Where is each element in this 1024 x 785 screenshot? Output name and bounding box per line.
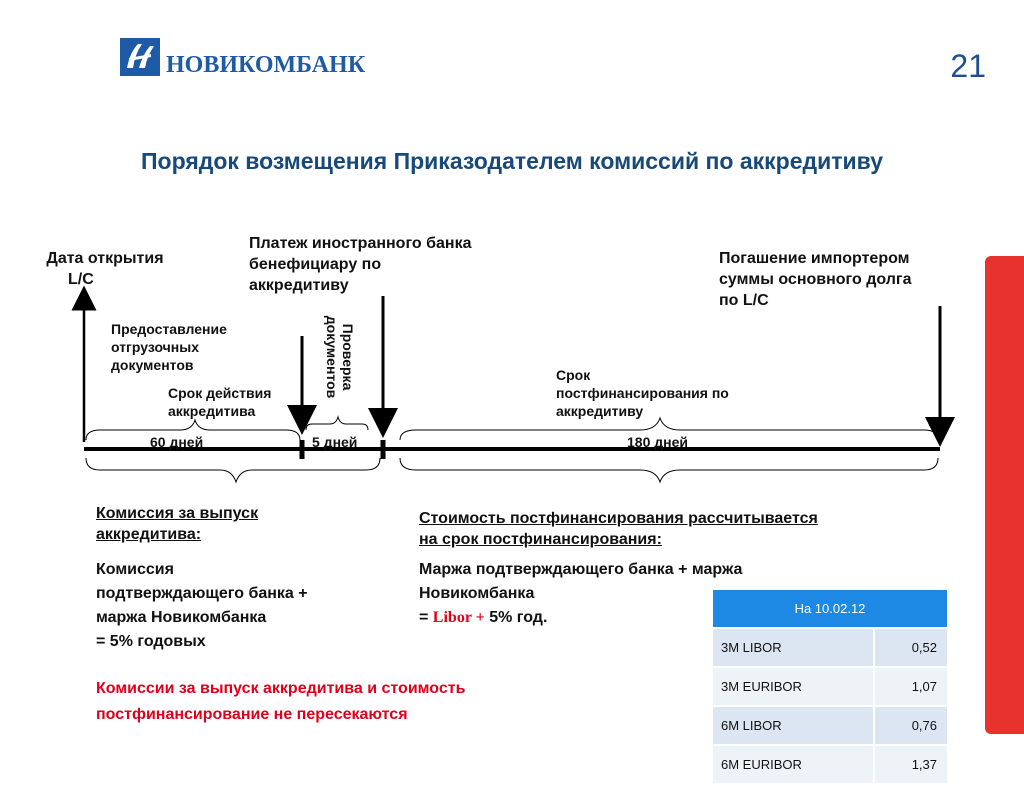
label-open-date: Дата открытия L/C bbox=[46, 250, 164, 288]
label-180-days: 180 дней bbox=[627, 434, 688, 450]
label-doc-check: Проверка документов bbox=[324, 315, 356, 399]
label-60-days: 60 дней bbox=[150, 434, 204, 450]
label-foreign-bank-payment: Платеж иностранного банка бенефициару по аккредитиву bbox=[249, 235, 472, 294]
rate-name: 3M EURIBOR bbox=[713, 668, 875, 707]
postfinancing-text: Маржа подтверждающего банка + маржа Новикомбанка = Libor + 5% год. bbox=[419, 561, 743, 626]
rate-value: 0,52 bbox=[875, 629, 949, 668]
rate-name: 6M LIBOR bbox=[713, 707, 875, 746]
slide-title: Порядок возмещения Приказодателем комиссий по аккредитиву bbox=[141, 148, 883, 174]
rates-table-header: На 10.02.12 bbox=[713, 590, 949, 629]
note-text: Комиссии за выпуск аккредитива и стоимость постфинансирование не пересекаются bbox=[96, 680, 466, 723]
rate-value: 1,07 bbox=[875, 668, 949, 707]
brace-commission bbox=[86, 458, 380, 482]
table-row bbox=[713, 746, 949, 785]
label-validity: Срок действия аккредитива bbox=[168, 385, 272, 419]
rate-name: 6M EURIBOR bbox=[713, 746, 875, 785]
postfinancing-heading: Стоимость постфинансирования рассчитывается на срок постфинансирования: bbox=[419, 510, 818, 548]
label-repayment: Погашение импортером суммы основного долга по L/C bbox=[719, 250, 912, 309]
label-5-days: 5 дней bbox=[312, 434, 358, 450]
brand-name: НОВИКОМБАНК bbox=[166, 52, 366, 78]
table-row bbox=[713, 629, 949, 668]
brace-postfinancing bbox=[400, 458, 938, 482]
label-postfinancing-term: Срок постфинансирования по аккредитиву bbox=[556, 367, 729, 419]
rate-value: 1,37 bbox=[875, 746, 949, 785]
rate-name: 3M LIBOR bbox=[713, 629, 875, 668]
rate-value: 0,76 bbox=[875, 707, 949, 746]
libor-label: Libor + bbox=[432, 609, 485, 626]
commission-text: Комиссия подтверждающего банка + маржа Новикомбанка = 5% годовых bbox=[96, 561, 308, 650]
table-row bbox=[713, 668, 949, 707]
commission-heading: Комиссия за выпуск аккредитива: bbox=[96, 505, 259, 543]
table-row bbox=[713, 707, 949, 746]
slide-number: 21 bbox=[950, 48, 986, 84]
rates-table bbox=[713, 590, 949, 785]
label-shipping-docs: Предоставление отгрузочных документов bbox=[111, 321, 227, 373]
